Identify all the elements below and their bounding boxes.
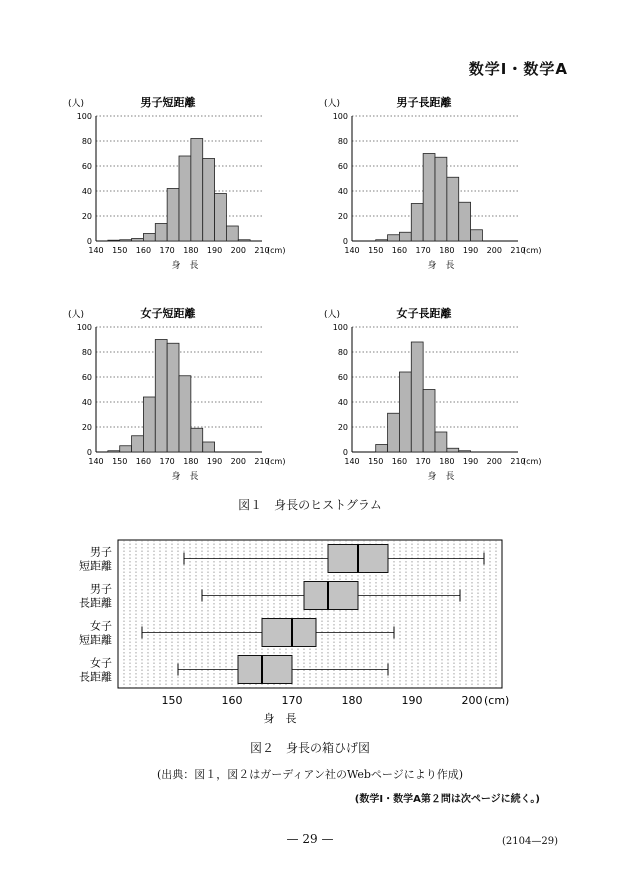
histogram-bar <box>132 436 144 452</box>
x-tick-label: 150 <box>112 246 128 255</box>
histogram-bar <box>471 230 483 241</box>
page-number: — 29 — <box>286 832 334 846</box>
y-tick-label: 60 <box>337 373 348 382</box>
x-tick-label: 210 <box>510 457 526 466</box>
x-tick-label: 170 <box>159 457 175 466</box>
box-row-label-line1: 男子 <box>90 582 112 596</box>
x-tick-label: 210 <box>510 246 526 255</box>
histogram-bar <box>423 154 435 242</box>
x-tick-label: 150 <box>112 457 128 466</box>
y-tick-label: 80 <box>337 137 348 146</box>
x-tick-label: 200 <box>486 457 502 466</box>
box <box>262 619 316 647</box>
boxplot-chart <box>60 528 560 733</box>
x-axis-label: 身 長 <box>263 712 297 725</box>
source-note: (出典：図１，図２はガーディアン社のWebページにより作成) <box>156 768 463 781</box>
box-row-label-line1: 女子 <box>90 619 112 633</box>
y-tick-label: 100 <box>332 112 348 121</box>
histogram-bar <box>423 390 435 453</box>
y-tick-label: 20 <box>81 212 92 221</box>
y-tick-label: 60 <box>81 162 92 171</box>
histogram-bar <box>191 139 203 242</box>
histogram-bar <box>167 343 179 452</box>
histogram-bar <box>191 428 203 452</box>
x-tick-label: 210 <box>254 246 270 255</box>
histogram-girls-distance <box>318 303 558 483</box>
x-axis-label: 身 長 <box>171 261 199 271</box>
x-tick-label: 150 <box>161 694 183 707</box>
box-row-label-line2: 長距離 <box>79 596 112 610</box>
y-unit-label: (人) <box>324 99 341 109</box>
histogram-bar <box>459 202 471 241</box>
histogram-bar <box>155 224 167 242</box>
box-row-label-line2: 短距離 <box>79 559 112 573</box>
x-tick-label: 140 <box>344 246 360 255</box>
y-tick-label: 100 <box>76 112 92 121</box>
histogram-bar <box>399 372 411 452</box>
y-unit-label: (人) <box>68 310 85 320</box>
y-tick-label: 20 <box>337 423 348 432</box>
x-tick-label: 160 <box>221 694 243 707</box>
x-tick-label: 200 <box>230 246 246 255</box>
x-tick-label: 140 <box>88 457 104 466</box>
histogram-bar <box>411 342 423 452</box>
x-tick-label: 170 <box>415 457 431 466</box>
histogram-bar <box>120 446 132 452</box>
histogram-bar <box>143 397 155 452</box>
y-tick-label: 40 <box>81 398 92 407</box>
y-tick-label: 80 <box>337 348 348 357</box>
histogram-girls-sprint <box>62 303 302 483</box>
x-tick-label: 180 <box>439 457 455 466</box>
x-unit-label: (cm) <box>267 457 286 466</box>
y-tick-label: 40 <box>337 187 348 196</box>
x-tick-label: 140 <box>88 246 104 255</box>
x-axis-label: 身 長 <box>427 472 455 482</box>
histogram-bar <box>203 442 215 452</box>
histogram-bar <box>203 159 215 242</box>
x-unit-label: (cm) <box>523 246 542 255</box>
x-tick-label: 160 <box>135 457 152 466</box>
y-tick-label: 100 <box>76 323 92 332</box>
x-tick-label: 150 <box>368 246 384 255</box>
histogram-bar <box>132 239 144 242</box>
histogram-bar <box>167 189 179 242</box>
histogram-boys-distance <box>318 92 558 272</box>
box <box>304 582 358 610</box>
figure1-caption: 図１ 身長のヒストグラム <box>238 498 382 512</box>
histogram-bar <box>120 240 132 241</box>
histogram-bar <box>388 413 400 452</box>
histogram-bar <box>226 226 238 241</box>
x-tick-label: 190 <box>206 457 223 466</box>
y-unit-label: (人) <box>324 310 341 320</box>
x-tick-label: 200 <box>461 694 483 707</box>
histogram-bar <box>376 445 388 453</box>
x-tick-label: 190 <box>462 457 479 466</box>
y-tick-label: 60 <box>81 373 92 382</box>
chart-title: 女子短距離 <box>140 307 196 320</box>
y-tick-label: 40 <box>81 187 92 196</box>
x-tick-label: 140 <box>344 457 360 466</box>
chart-title: 女子長距離 <box>396 307 452 320</box>
x-tick-label: 170 <box>159 246 175 255</box>
y-tick-label: 20 <box>81 423 92 432</box>
histogram-bar <box>399 232 411 241</box>
histogram-bar <box>108 240 120 241</box>
histogram-bar <box>215 194 227 242</box>
y-tick-label: 0 <box>342 237 348 246</box>
x-tick-label: 190 <box>462 246 479 255</box>
histogram-bar <box>376 240 388 241</box>
box-row-label-line1: 女子 <box>90 656 112 670</box>
x-unit-label: (cm) <box>267 246 286 255</box>
histogram-bar <box>108 451 120 452</box>
y-tick-label: 0 <box>86 237 92 246</box>
y-tick-label: 100 <box>332 323 348 332</box>
histogram-bar <box>179 156 191 241</box>
histogram-bar <box>459 451 471 452</box>
box <box>238 656 292 684</box>
y-tick-label: 40 <box>337 398 348 407</box>
y-tick-label: 60 <box>337 162 348 171</box>
histogram-bar <box>155 340 167 453</box>
y-tick-label: 0 <box>342 448 348 457</box>
x-tick-label: 190 <box>206 246 223 255</box>
x-tick-label: 180 <box>439 246 455 255</box>
x-tick-label: 180 <box>341 694 363 707</box>
subject-header: 数学Ⅰ・数学A <box>468 60 568 78</box>
x-tick-label: 150 <box>368 457 384 466</box>
x-tick-label: 200 <box>230 457 246 466</box>
x-tick-label: 160 <box>391 246 408 255</box>
histogram-bar <box>238 240 250 241</box>
x-tick-label: 180 <box>183 457 199 466</box>
x-tick-label: 210 <box>254 457 270 466</box>
histogram-bar <box>447 448 459 452</box>
x-tick-label: 170 <box>415 246 431 255</box>
histogram-bar <box>388 235 400 241</box>
x-unit-label: (cm) <box>523 457 542 466</box>
y-tick-label: 0 <box>86 448 92 457</box>
x-tick-label: 160 <box>391 457 408 466</box>
x-tick-label: 200 <box>486 246 502 255</box>
chart-title: 男子長距離 <box>396 96 452 109</box>
x-axis-label: 身 長 <box>171 472 199 482</box>
continue-note: (数学Ⅰ・数学A第２問は次ページに続く。) <box>354 794 540 805</box>
histogram-bar <box>143 234 155 242</box>
box-row-label-line2: 短距離 <box>79 633 112 647</box>
x-axis-label: 身 長 <box>427 261 455 271</box>
y-tick-label: 80 <box>81 137 92 146</box>
histogram-boys-sprint <box>62 92 302 272</box>
histogram-bar <box>435 157 447 241</box>
chart-title: 男子短距離 <box>140 96 196 109</box>
y-unit-label: (人) <box>68 99 85 109</box>
box-row-label-line1: 男子 <box>90 545 112 559</box>
figure2-caption: 図２ 身長の箱ひげ図 <box>249 741 370 755</box>
x-tick-label: 180 <box>183 246 199 255</box>
x-tick-label: 170 <box>281 694 303 707</box>
x-tick-label: 190 <box>401 694 423 707</box>
histogram-bar <box>435 432 447 452</box>
y-tick-label: 20 <box>337 212 348 221</box>
box-row-label-line2: 長距離 <box>79 670 112 684</box>
x-unit-label: (cm) <box>484 694 510 707</box>
page-code: (2104—29) <box>502 836 558 847</box>
histogram-bar <box>411 204 423 242</box>
x-tick-label: 160 <box>135 246 152 255</box>
histogram-bar <box>447 177 459 241</box>
histogram-bar <box>179 376 191 452</box>
y-tick-label: 80 <box>81 348 92 357</box>
